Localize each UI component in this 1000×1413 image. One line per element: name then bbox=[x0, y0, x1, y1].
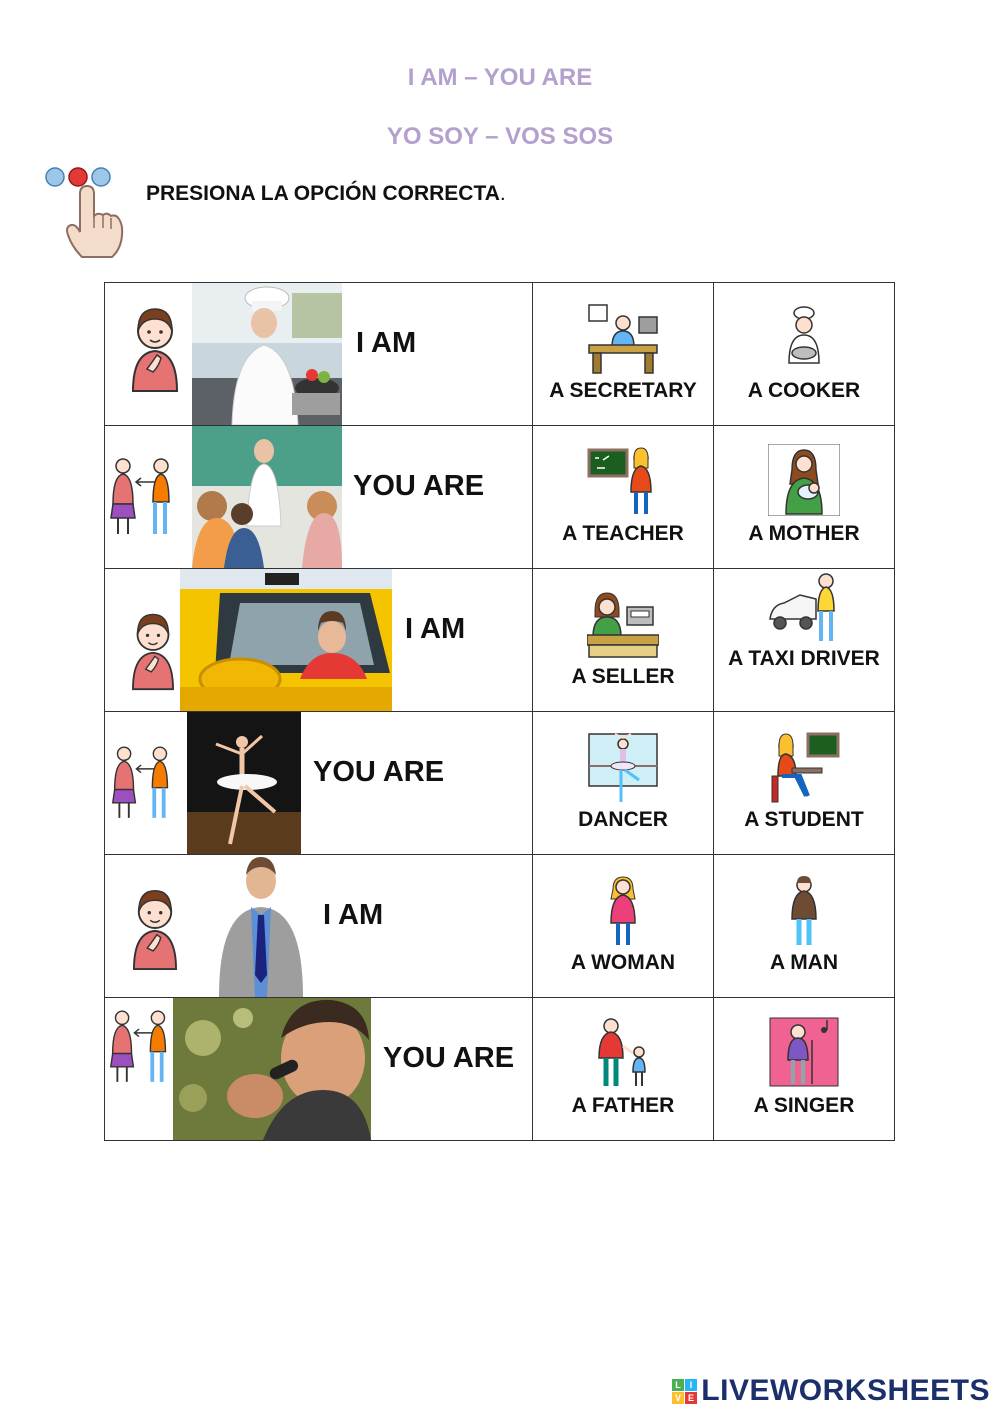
press-option-icon bbox=[42, 164, 132, 260]
logo-mark-icon: L I V E bbox=[672, 1379, 697, 1404]
option-label: A MAN bbox=[769, 951, 839, 974]
option-label: A MOTHER bbox=[748, 522, 860, 545]
subject-phrase: I AM bbox=[405, 613, 466, 645]
option-seller[interactable] bbox=[533, 569, 714, 712]
you-are-pictogram-icon bbox=[107, 456, 177, 538]
mother-icon bbox=[768, 444, 840, 516]
i-am-pictogram-icon bbox=[125, 885, 185, 971]
i-am-pictogram-icon bbox=[125, 303, 185, 393]
subject-cell bbox=[105, 712, 533, 855]
table-row bbox=[105, 569, 895, 712]
seller-icon bbox=[587, 589, 659, 659]
option-man[interactable] bbox=[714, 855, 895, 998]
dancer-photo bbox=[187, 712, 301, 854]
subject-phrase: I AM bbox=[323, 899, 384, 931]
table-row bbox=[105, 426, 895, 569]
secretary-icon bbox=[587, 303, 659, 375]
subject-cell bbox=[105, 855, 533, 998]
i-am-pictogram-icon bbox=[125, 609, 181, 691]
dancer-icon bbox=[587, 732, 659, 804]
teacher-icon bbox=[587, 446, 659, 516]
instruction-text bbox=[146, 182, 506, 206]
option-teacher[interactable] bbox=[533, 426, 714, 569]
table-row bbox=[105, 998, 895, 1141]
subject-phrase: YOU ARE bbox=[353, 470, 485, 502]
singer-icon bbox=[768, 1016, 840, 1088]
option-label: A SINGER bbox=[753, 1094, 855, 1117]
instruction-label: PRESIONA LA OPCIÓN CORRECTA bbox=[146, 182, 500, 205]
subject-cell bbox=[105, 569, 533, 712]
option-singer[interactable] bbox=[714, 998, 895, 1141]
you-are-pictogram-icon bbox=[109, 744, 175, 822]
subject-cell bbox=[105, 998, 533, 1141]
option-mother[interactable] bbox=[714, 426, 895, 569]
worksheet-subtitle: YO SOY – VOS SOS bbox=[386, 123, 614, 150]
option-student[interactable] bbox=[714, 712, 895, 855]
option-label: A COOKER bbox=[747, 379, 861, 402]
subject-phrase: YOU ARE bbox=[383, 1042, 515, 1074]
father-icon bbox=[593, 1016, 653, 1088]
option-label: A SECRETARY bbox=[549, 379, 697, 402]
option-cooker[interactable] bbox=[714, 283, 895, 426]
option-woman[interactable] bbox=[533, 855, 714, 998]
exercise-table bbox=[104, 282, 895, 1141]
option-label: A STUDENT bbox=[744, 808, 864, 831]
liveworksheets-logo bbox=[672, 1374, 990, 1408]
subject-cell bbox=[105, 283, 533, 426]
taxi-driver-photo bbox=[180, 569, 392, 711]
woman-icon bbox=[603, 875, 643, 947]
you-are-pictogram-icon bbox=[107, 1008, 173, 1086]
cooker-icon bbox=[779, 305, 829, 367]
option-label: A TAXI DRIVER bbox=[728, 647, 880, 670]
option-taxi-driver[interactable] bbox=[714, 569, 895, 712]
subject-phrase: YOU ARE bbox=[313, 756, 445, 788]
option-label: A FATHER bbox=[571, 1094, 675, 1117]
man-photo bbox=[211, 855, 311, 997]
option-label: A WOMAN bbox=[570, 951, 676, 974]
student-icon bbox=[768, 732, 840, 804]
cook-photo bbox=[192, 283, 342, 425]
option-label: A TEACHER bbox=[562, 522, 684, 545]
man-icon bbox=[784, 875, 824, 947]
instruction-period: . bbox=[499, 182, 506, 205]
option-dancer[interactable] bbox=[533, 712, 714, 855]
option-label: DANCER bbox=[578, 808, 668, 831]
taxi-driver-icon bbox=[768, 571, 840, 643]
option-label: A SELLER bbox=[571, 665, 675, 688]
singer-photo bbox=[173, 998, 371, 1140]
option-secretary[interactable] bbox=[533, 283, 714, 426]
table-row bbox=[105, 855, 895, 998]
table-row bbox=[105, 283, 895, 426]
worksheet-title: I AM – YOU ARE bbox=[407, 64, 593, 91]
table-row bbox=[105, 712, 895, 855]
logo-text: LIVEWORKSHEETS bbox=[701, 1374, 990, 1407]
subject-phrase: I AM bbox=[356, 327, 417, 359]
subject-cell bbox=[105, 426, 533, 569]
option-father[interactable] bbox=[533, 998, 714, 1141]
teacher-photo bbox=[192, 426, 342, 568]
